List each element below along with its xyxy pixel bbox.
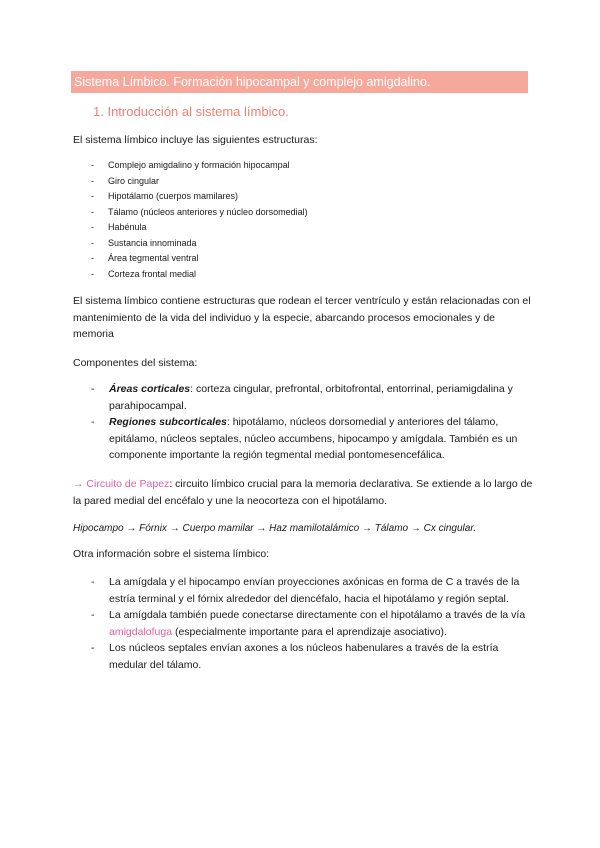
papez-text: : circuito límbico crucial para la memoria declarativa. Se extiende a lo largo de la pared medial del encéfalo y une la neocorteza con el hipotálamo. [73, 478, 533, 507]
list-item: - Sustancia innominada [91, 236, 308, 252]
structures-list [91, 158, 308, 282]
list-item: - Giro cingular [91, 174, 308, 190]
component-text: : hipotálamo, núcleos dorsomedial y anteriores del tálamo, epitálamo, núcleos septales, núcleo accumbens, hipocampo y amígdala. También es un componente importante la región tegmental medial pontomesencefálica. [109, 416, 518, 461]
papez-paragraph [73, 476, 533, 509]
list-item [91, 607, 531, 640]
list-item [91, 414, 531, 464]
list-item: - Corteza frontal medial [91, 267, 308, 283]
section-heading: 1. Introducción al sistema límbico. [93, 104, 289, 119]
component-label: Áreas corticales [109, 383, 191, 395]
circuit-line: Hipocampo → Fórnix → Cuerpo mamilar → Haz mamilotalámico → Tálamo → Cx cingular. [73, 523, 477, 534]
item-text: La amígdala también puede conectarse directamente con el hipotálamo a través de la vía [109, 609, 526, 621]
list-item: - Área tegmental ventral [91, 251, 308, 267]
list-item [91, 381, 531, 414]
list-item: - Tálamo (núcleos anteriores y núcleo dorsomedial) [91, 205, 308, 221]
list-item: - Los núcleos septales envían axones a los núcleos habenulares a través de la estría medular del tálamo. [91, 640, 531, 673]
arrow-icon: → [73, 478, 87, 490]
components-title: Componentes del sistema: [73, 357, 198, 369]
paragraph-limbic: El sistema límbico contiene estructuras que rodean el tercer ventrículo y están relacionadas con el mantenimiento de la vida del individuo y la especie, abarcando procesos emocionales y de memoria [73, 295, 531, 340]
intro-text: El sistema límbico incluye las siguientes estructuras: [73, 134, 318, 146]
components-list [91, 381, 531, 464]
document-title: Sistema Límbico. Formación hipocampal y complejo amigdalino. [71, 71, 528, 93]
papez-label: Circuito de Papez [86, 478, 170, 490]
list-item: - Complejo amigdalino y formación hipocampal [91, 158, 308, 174]
list-item: - Hipotálamo (cuerpos mamilares) [91, 189, 308, 205]
item-text: (especialmente importante para el aprendizaje asociativo). [172, 625, 447, 638]
component-label: Regiones subcorticales [109, 416, 227, 428]
other-title: Otra información sobre el sistema límbico: [73, 548, 270, 560]
amigdalofuga-term: amigdalofuga [109, 625, 173, 638]
other-list [91, 574, 531, 673]
component-text: : corteza cingular, prefrontal, orbitofrontal, entorrinal, periamigdalina y parahipocampal. [109, 383, 513, 412]
list-item: - Habénula [91, 220, 308, 236]
list-item: - La amígdala y el hipocampo envían proyecciones axónicas en forma de C a través de la estría terminal y el fórnix alrededor del diencéfalo, hacia el hipotálamo y región septal. [91, 574, 531, 607]
